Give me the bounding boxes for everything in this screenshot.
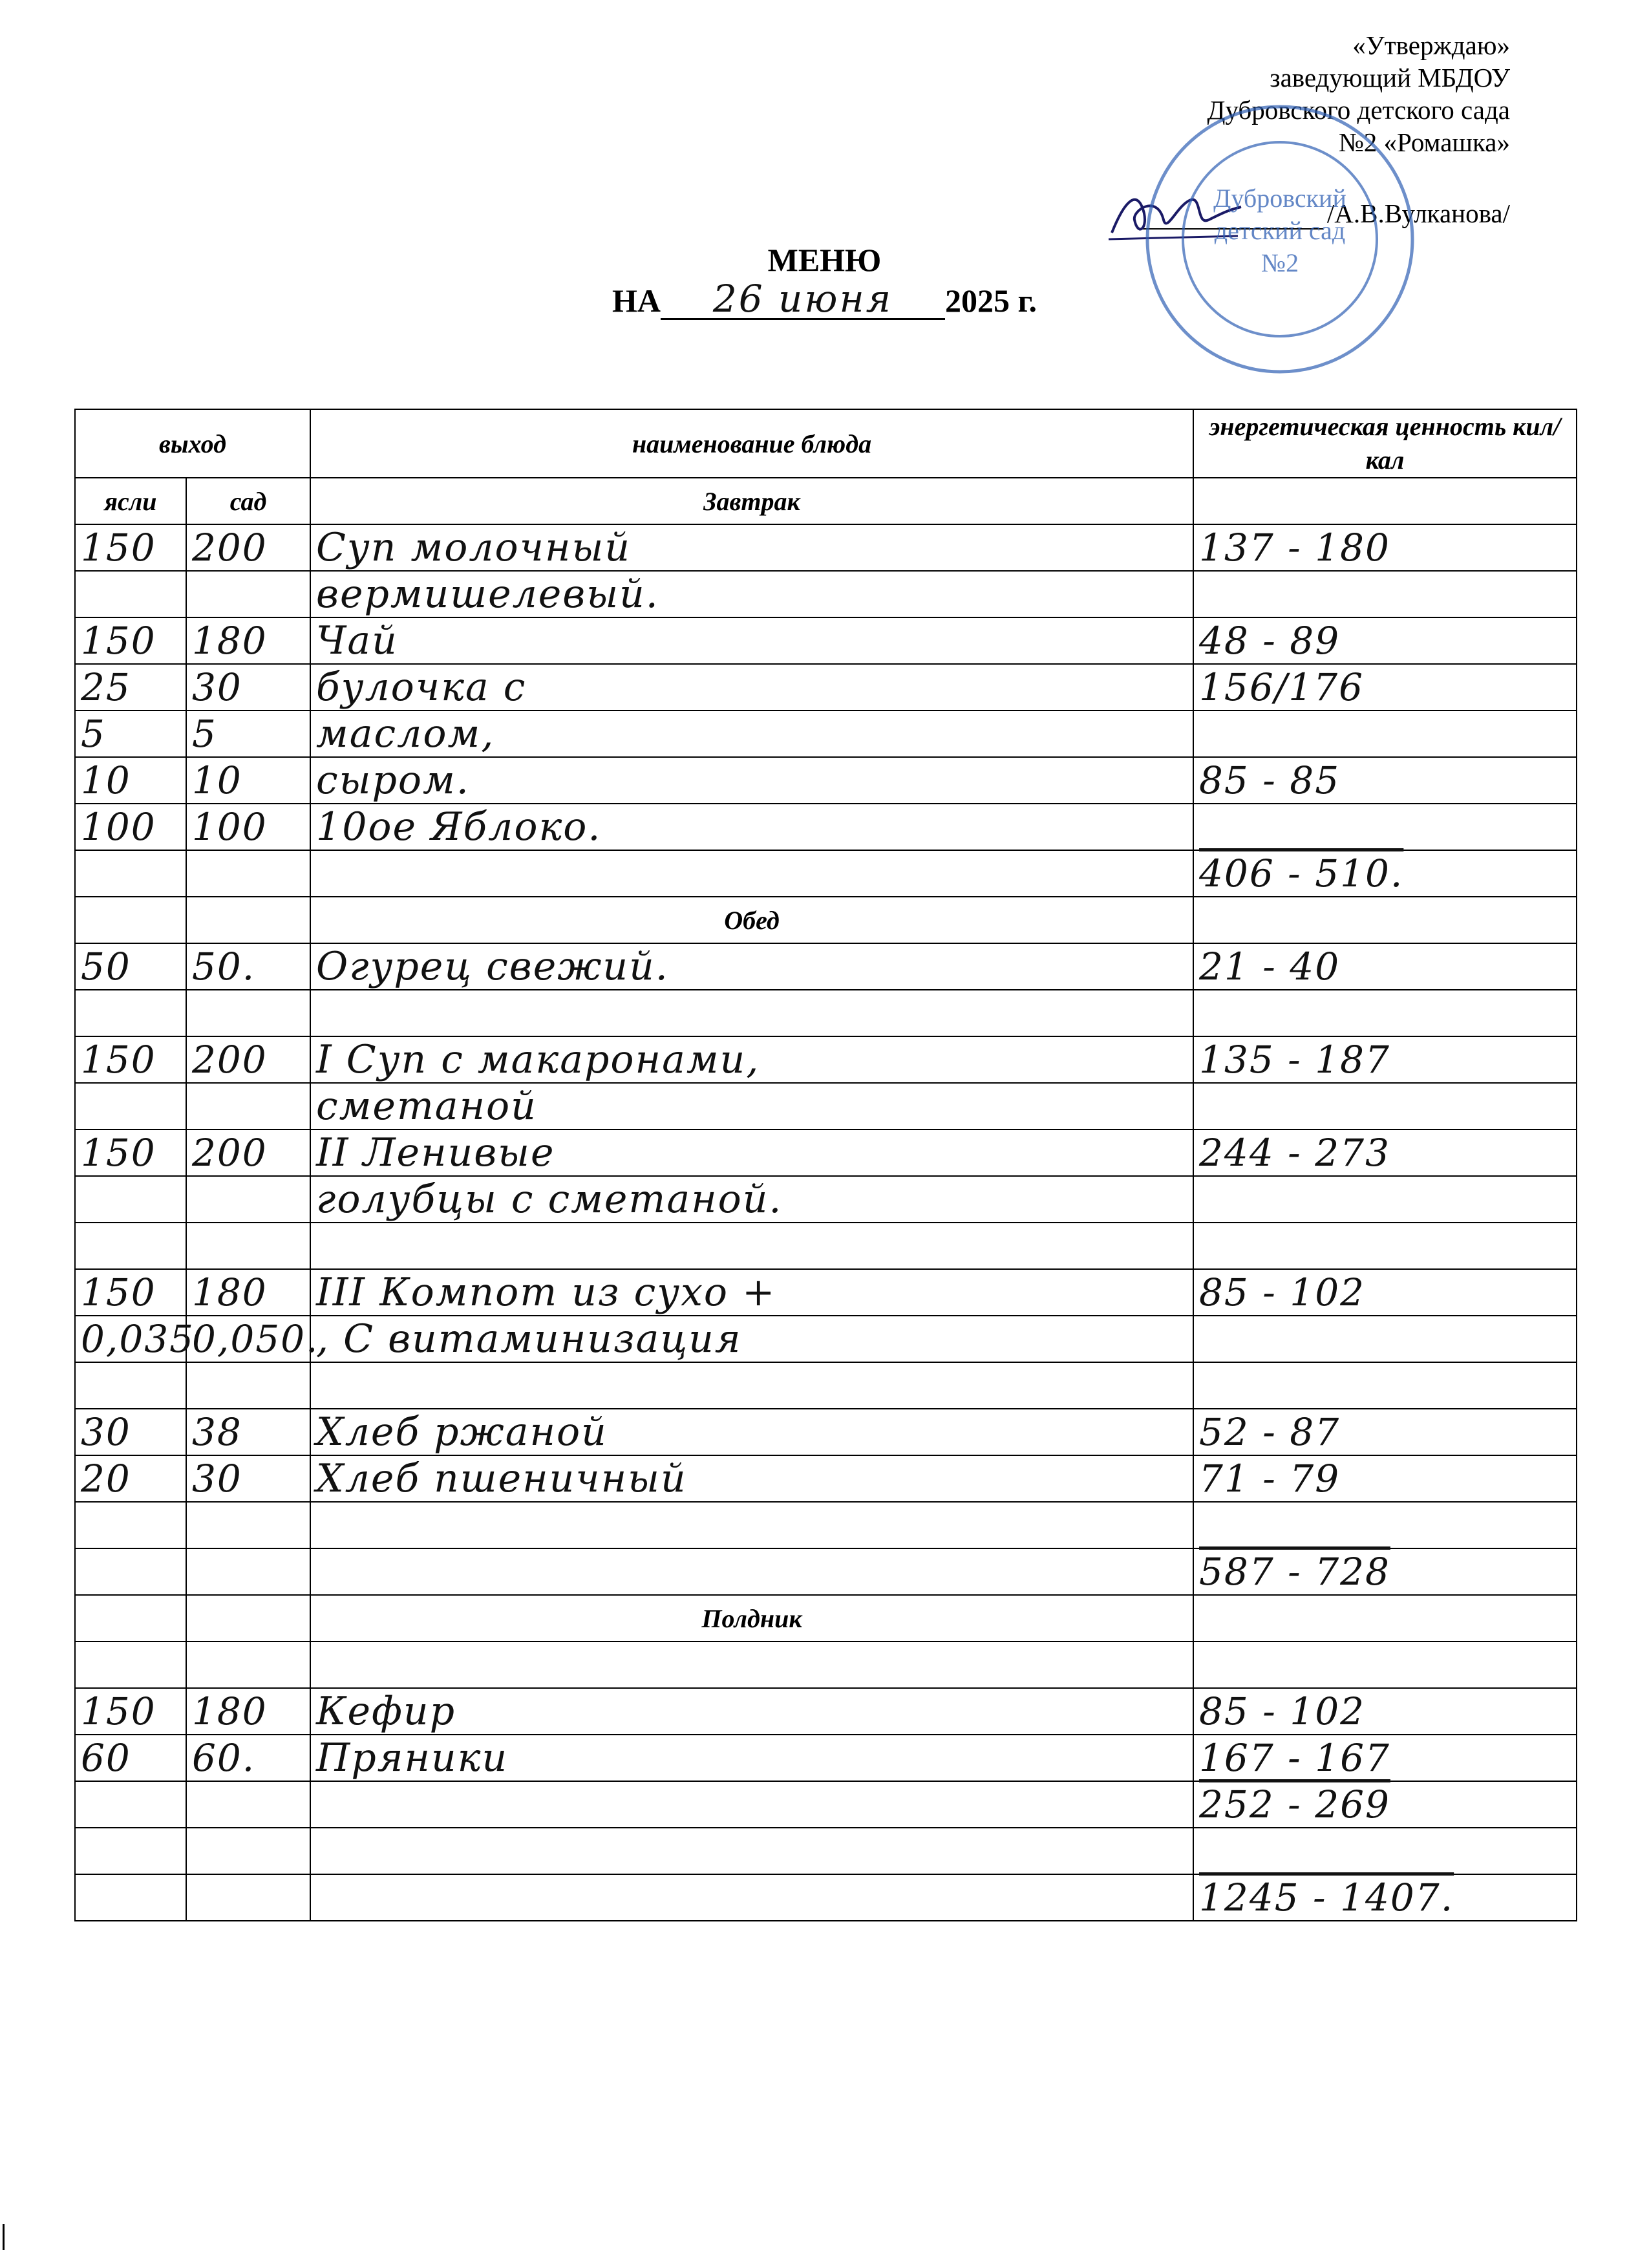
dish-name: Огурец свежий. — [316, 944, 669, 989]
dish-cell — [310, 1502, 1193, 1548]
garden-cell — [186, 1316, 319, 1362]
nursery-cell — [75, 1642, 186, 1688]
energy-value: 137 - 180 — [1199, 526, 1390, 570]
energy-value: 252 - 269 — [1199, 1782, 1390, 1826]
garden-cell — [186, 943, 310, 990]
table-row — [75, 1781, 1577, 1828]
energy-cell — [1193, 617, 1577, 664]
energy-cell — [1193, 943, 1577, 990]
svg-text:№2: №2 — [1261, 248, 1299, 277]
energy-cell — [1193, 1362, 1577, 1409]
dish-name: маслом, — [316, 711, 495, 756]
garden-cell — [186, 1176, 310, 1223]
organization-stamp — [1138, 97, 1422, 381]
energy-cell — [1193, 571, 1577, 617]
nursery-value: 150 — [81, 526, 156, 570]
energy-cell — [1193, 1176, 1577, 1223]
garden-value: 180 — [192, 1270, 268, 1314]
garden-value: 30 — [192, 1457, 242, 1501]
dish-cell — [310, 1781, 1193, 1828]
dish-name: сыром. — [316, 758, 470, 803]
table-row — [75, 711, 1577, 757]
energy-cell — [1193, 1316, 1577, 1362]
dish-name: булочка с — [316, 665, 527, 710]
nursery-cell — [75, 1362, 186, 1409]
nursery-value: 10 — [81, 758, 131, 802]
garden-cell — [186, 1409, 310, 1455]
garden-cell — [186, 1083, 310, 1129]
energy-cell — [1193, 804, 1577, 850]
nursery-cell — [75, 897, 186, 943]
garden-value: 50. — [192, 945, 256, 989]
subheader-nursery: ясли — [75, 478, 186, 524]
nursery-cell — [75, 804, 186, 850]
menu-title — [0, 241, 1649, 320]
garden-cell — [186, 1129, 310, 1176]
menu-date-handwritten: 26 июня — [661, 279, 945, 320]
garden-value: 10 — [192, 758, 242, 802]
nursery-cell — [75, 1223, 186, 1269]
table-row — [75, 804, 1577, 850]
energy-cell — [1193, 897, 1577, 943]
nursery-value: 150 — [81, 1038, 156, 1082]
garden-cell — [186, 1223, 310, 1269]
header-output: выход — [75, 409, 310, 478]
nursery-cell — [75, 664, 186, 711]
svg-text:Дубровский: Дубровский — [1213, 184, 1346, 213]
energy-cell — [1193, 664, 1577, 711]
nursery-cell — [75, 943, 186, 990]
dish-cell — [310, 1362, 1193, 1409]
energy-value: 48 - 89 — [1199, 619, 1341, 663]
section-name: Обед — [310, 897, 1193, 943]
energy-cell — [1193, 711, 1577, 757]
menu-title-word: МЕНЮ — [767, 242, 882, 278]
garden-value: 200 — [192, 1131, 268, 1175]
energy-value: 135 - 187 — [1199, 1038, 1390, 1082]
nursery-value: 30 — [81, 1410, 131, 1454]
nursery-cell — [75, 1781, 186, 1828]
nursery-value: 20 — [81, 1457, 131, 1501]
nursery-cell — [75, 1455, 186, 1502]
table-row — [75, 1269, 1577, 1316]
garden-cell — [186, 757, 310, 804]
garden-cell — [186, 897, 310, 943]
dish-name: III Компот из сухо + — [316, 1270, 776, 1315]
dish-cell — [310, 664, 1193, 711]
nursery-value: 5 — [81, 712, 106, 756]
energy-cell — [1193, 1269, 1577, 1316]
dish-name: Хлеб ржаной — [316, 1409, 608, 1455]
garden-cell — [186, 1269, 310, 1316]
energy-value: 85 - 102 — [1199, 1270, 1365, 1314]
nursery-cell — [75, 1129, 186, 1176]
garden-cell — [186, 711, 310, 757]
energy-cell — [1193, 1502, 1577, 1548]
garden-cell — [186, 1362, 310, 1409]
section-row — [75, 897, 1577, 943]
dish-cell — [310, 1874, 1193, 1921]
energy-cell — [1193, 1083, 1577, 1129]
garden-cell — [186, 990, 310, 1036]
nursery-cell — [75, 617, 186, 664]
section-name: Полдник — [310, 1595, 1193, 1642]
dish-cell — [310, 1223, 1193, 1269]
energy-cell — [1193, 524, 1577, 571]
menu-date-row — [0, 279, 1649, 320]
table-row — [75, 1455, 1577, 1502]
dish-cell — [310, 711, 1193, 757]
nursery-cell — [75, 524, 186, 571]
dish-cell — [310, 850, 1193, 897]
dish-name: I Суп с макаронами, — [316, 1037, 760, 1082]
energy-cell — [1193, 990, 1577, 1036]
energy-cell — [1193, 1223, 1577, 1269]
energy-cell — [1193, 1642, 1577, 1688]
garden-cell — [186, 1036, 310, 1083]
table-row — [75, 1874, 1577, 1921]
energy-value: 21 - 40 — [1199, 945, 1341, 989]
nursery-cell — [75, 1176, 186, 1223]
energy-value: 71 - 79 — [1199, 1457, 1341, 1501]
nursery-value: 50 — [81, 945, 131, 989]
dish-cell — [310, 990, 1193, 1036]
dish-cell — [310, 1409, 1193, 1455]
dish-name: Суп молочный — [316, 525, 631, 570]
table-row — [75, 1502, 1577, 1548]
garden-value: 0,050. — [192, 1317, 319, 1361]
header-energy: энергетическая ценность кил/кал — [1193, 409, 1577, 478]
table-row — [75, 1409, 1577, 1455]
scan-edge-mark — [3, 2224, 5, 2250]
garden-value: 5 — [192, 712, 217, 756]
table-row — [75, 990, 1577, 1036]
garden-cell — [186, 1548, 310, 1595]
nursery-value: 150 — [81, 619, 156, 663]
garden-cell — [186, 850, 310, 897]
table-row — [75, 1176, 1577, 1223]
energy-cell — [1193, 1828, 1577, 1874]
table-row — [75, 1036, 1577, 1083]
table-row — [75, 1083, 1577, 1129]
signer-name: /А.В.Вулканова/ — [1326, 198, 1510, 228]
dish-cell — [310, 617, 1193, 664]
nursery-cell — [75, 757, 186, 804]
nursery-cell — [75, 1548, 186, 1595]
energy-value: 1245 - 1407. — [1199, 1876, 1454, 1920]
nursery-cell — [75, 571, 186, 617]
subheader-garden: сад — [186, 478, 310, 524]
garden-cell — [186, 524, 310, 571]
dish-cell — [310, 1548, 1193, 1595]
section-name: Завтрак — [310, 478, 1193, 524]
nursery-cell — [75, 1316, 195, 1362]
nursery-cell — [75, 1874, 186, 1921]
table-row — [75, 664, 1577, 711]
nursery-cell — [75, 850, 186, 897]
menu-date-suffix: 2025 г. — [944, 283, 1037, 319]
dish-cell — [310, 757, 1193, 804]
table-row — [75, 1548, 1577, 1595]
section-row — [75, 478, 1577, 524]
dish-name: сметаной — [316, 1084, 537, 1129]
dish-name: Пряники — [316, 1735, 509, 1781]
table-row — [75, 1223, 1577, 1269]
header-dish: наименование блюда — [310, 409, 1193, 478]
garden-value: 180 — [192, 1689, 268, 1733]
dish-cell — [310, 524, 1193, 571]
dish-cell — [310, 1688, 1193, 1735]
dish-cell — [310, 1316, 1193, 1362]
table-row — [75, 1642, 1577, 1688]
table-row — [75, 524, 1577, 571]
nursery-cell — [75, 990, 186, 1036]
table-row — [75, 943, 1577, 990]
table-row — [75, 1362, 1577, 1409]
nursery-cell — [75, 1828, 186, 1874]
nursery-value: 150 — [81, 1689, 156, 1733]
menu-date-prefix: НА — [612, 283, 661, 319]
garden-value: 30 — [192, 665, 242, 709]
garden-cell — [186, 1595, 310, 1642]
garden-cell — [186, 1874, 310, 1921]
table-header-row — [75, 409, 1577, 478]
garden-cell — [186, 617, 310, 664]
menu-table — [74, 409, 1577, 1921]
approval-line-org: Дубровского детского сада — [1207, 95, 1510, 125]
garden-value: 38 — [192, 1410, 242, 1454]
garden-value: 60. — [192, 1736, 256, 1780]
energy-cell — [1193, 1129, 1577, 1176]
nursery-cell — [75, 1269, 186, 1316]
approval-line-org-name: №2 «Ромашка» — [1338, 127, 1510, 157]
table-row — [75, 1688, 1577, 1735]
energy-cell — [1193, 1036, 1577, 1083]
dish-name: , С витаминизация — [316, 1316, 742, 1362]
dish-cell — [310, 1828, 1193, 1874]
table-row — [75, 617, 1577, 664]
nursery-value: 60 — [81, 1736, 131, 1780]
nursery-cell — [75, 1083, 186, 1129]
dish-cell — [310, 1083, 1193, 1129]
garden-cell — [186, 1781, 310, 1828]
table-row — [75, 1129, 1577, 1176]
approval-line-position: заведующий МБДОУ — [1270, 63, 1510, 92]
dish-cell — [310, 1036, 1193, 1083]
garden-value: 200 — [192, 526, 268, 570]
dish-name: 10ое Яблоко. — [316, 804, 602, 850]
dish-cell — [310, 804, 1193, 850]
energy-value: 167 - 167 — [1199, 1736, 1390, 1780]
table-row — [75, 850, 1577, 897]
dish-name: II Ленивые — [316, 1130, 555, 1175]
energy-value: 85 - 85 — [1199, 758, 1341, 802]
garden-cell — [186, 571, 310, 617]
dish-cell — [310, 571, 1193, 617]
energy-cell — [1193, 1595, 1577, 1642]
energy-cell — [1193, 1688, 1577, 1735]
nursery-value: 150 — [81, 1131, 156, 1175]
garden-cell — [186, 1642, 310, 1688]
dish-name: Кефир — [316, 1689, 456, 1734]
garden-cell — [186, 1502, 310, 1548]
dish-cell — [310, 1129, 1193, 1176]
energy-cell — [1193, 1548, 1577, 1595]
garden-cell — [186, 1828, 310, 1874]
nursery-value: 150 — [81, 1270, 156, 1314]
energy-cell — [1193, 1781, 1577, 1828]
energy-cell — [1193, 1455, 1577, 1502]
dish-cell — [310, 1455, 1193, 1502]
garden-value: 200 — [192, 1038, 268, 1082]
garden-value: 180 — [192, 619, 268, 663]
energy-value: 52 - 87 — [1199, 1410, 1341, 1454]
energy-cell — [1193, 1409, 1577, 1455]
energy-value: 156/176 — [1199, 665, 1364, 709]
table-row — [75, 1828, 1577, 1874]
dish-name: вермишелевый. — [316, 572, 659, 617]
nursery-cell — [75, 1595, 186, 1642]
garden-cell — [186, 804, 310, 850]
approval-line-approve: «Утверждаю» — [1352, 30, 1510, 60]
nursery-cell — [75, 1735, 186, 1781]
nursery-cell — [75, 711, 186, 757]
dish-cell — [310, 943, 1193, 990]
garden-value: 100 — [192, 805, 268, 849]
table-row — [75, 1735, 1577, 1781]
garden-cell — [186, 1688, 310, 1735]
dish-name: голубцы с сметаной. — [316, 1177, 783, 1222]
table-row — [75, 757, 1577, 804]
dish-cell — [310, 1642, 1193, 1688]
energy-value: 85 - 102 — [1199, 1689, 1365, 1733]
table-row — [75, 1316, 1577, 1362]
garden-cell — [186, 1455, 310, 1502]
dish-name: Хлеб пшеничный — [316, 1456, 687, 1501]
energy-value: 406 - 510. — [1199, 851, 1404, 895]
energy-cell — [1193, 478, 1577, 524]
nursery-value: 0,035 — [81, 1317, 195, 1361]
energy-cell — [1193, 1735, 1577, 1781]
energy-cell — [1193, 757, 1577, 804]
nursery-cell — [75, 1502, 186, 1548]
svg-text:детский сад: детский сад — [1214, 216, 1346, 245]
garden-cell — [186, 664, 310, 711]
dish-name: Чай — [316, 618, 398, 663]
garden-cell — [186, 1735, 310, 1781]
nursery-value: 100 — [81, 805, 156, 849]
energy-cell — [1193, 850, 1577, 897]
nursery-cell — [75, 1036, 186, 1083]
nursery-value: 25 — [81, 665, 131, 709]
nursery-cell — [75, 1409, 186, 1455]
energy-cell — [1193, 1874, 1577, 1921]
dish-cell — [310, 1735, 1193, 1781]
energy-value: 244 - 273 — [1199, 1131, 1390, 1175]
table-row — [75, 571, 1577, 617]
nursery-cell — [75, 1688, 186, 1735]
energy-value: 587 - 728 — [1199, 1550, 1390, 1594]
dish-cell — [310, 1269, 1193, 1316]
dish-cell — [310, 1176, 1193, 1223]
section-row — [75, 1595, 1577, 1642]
